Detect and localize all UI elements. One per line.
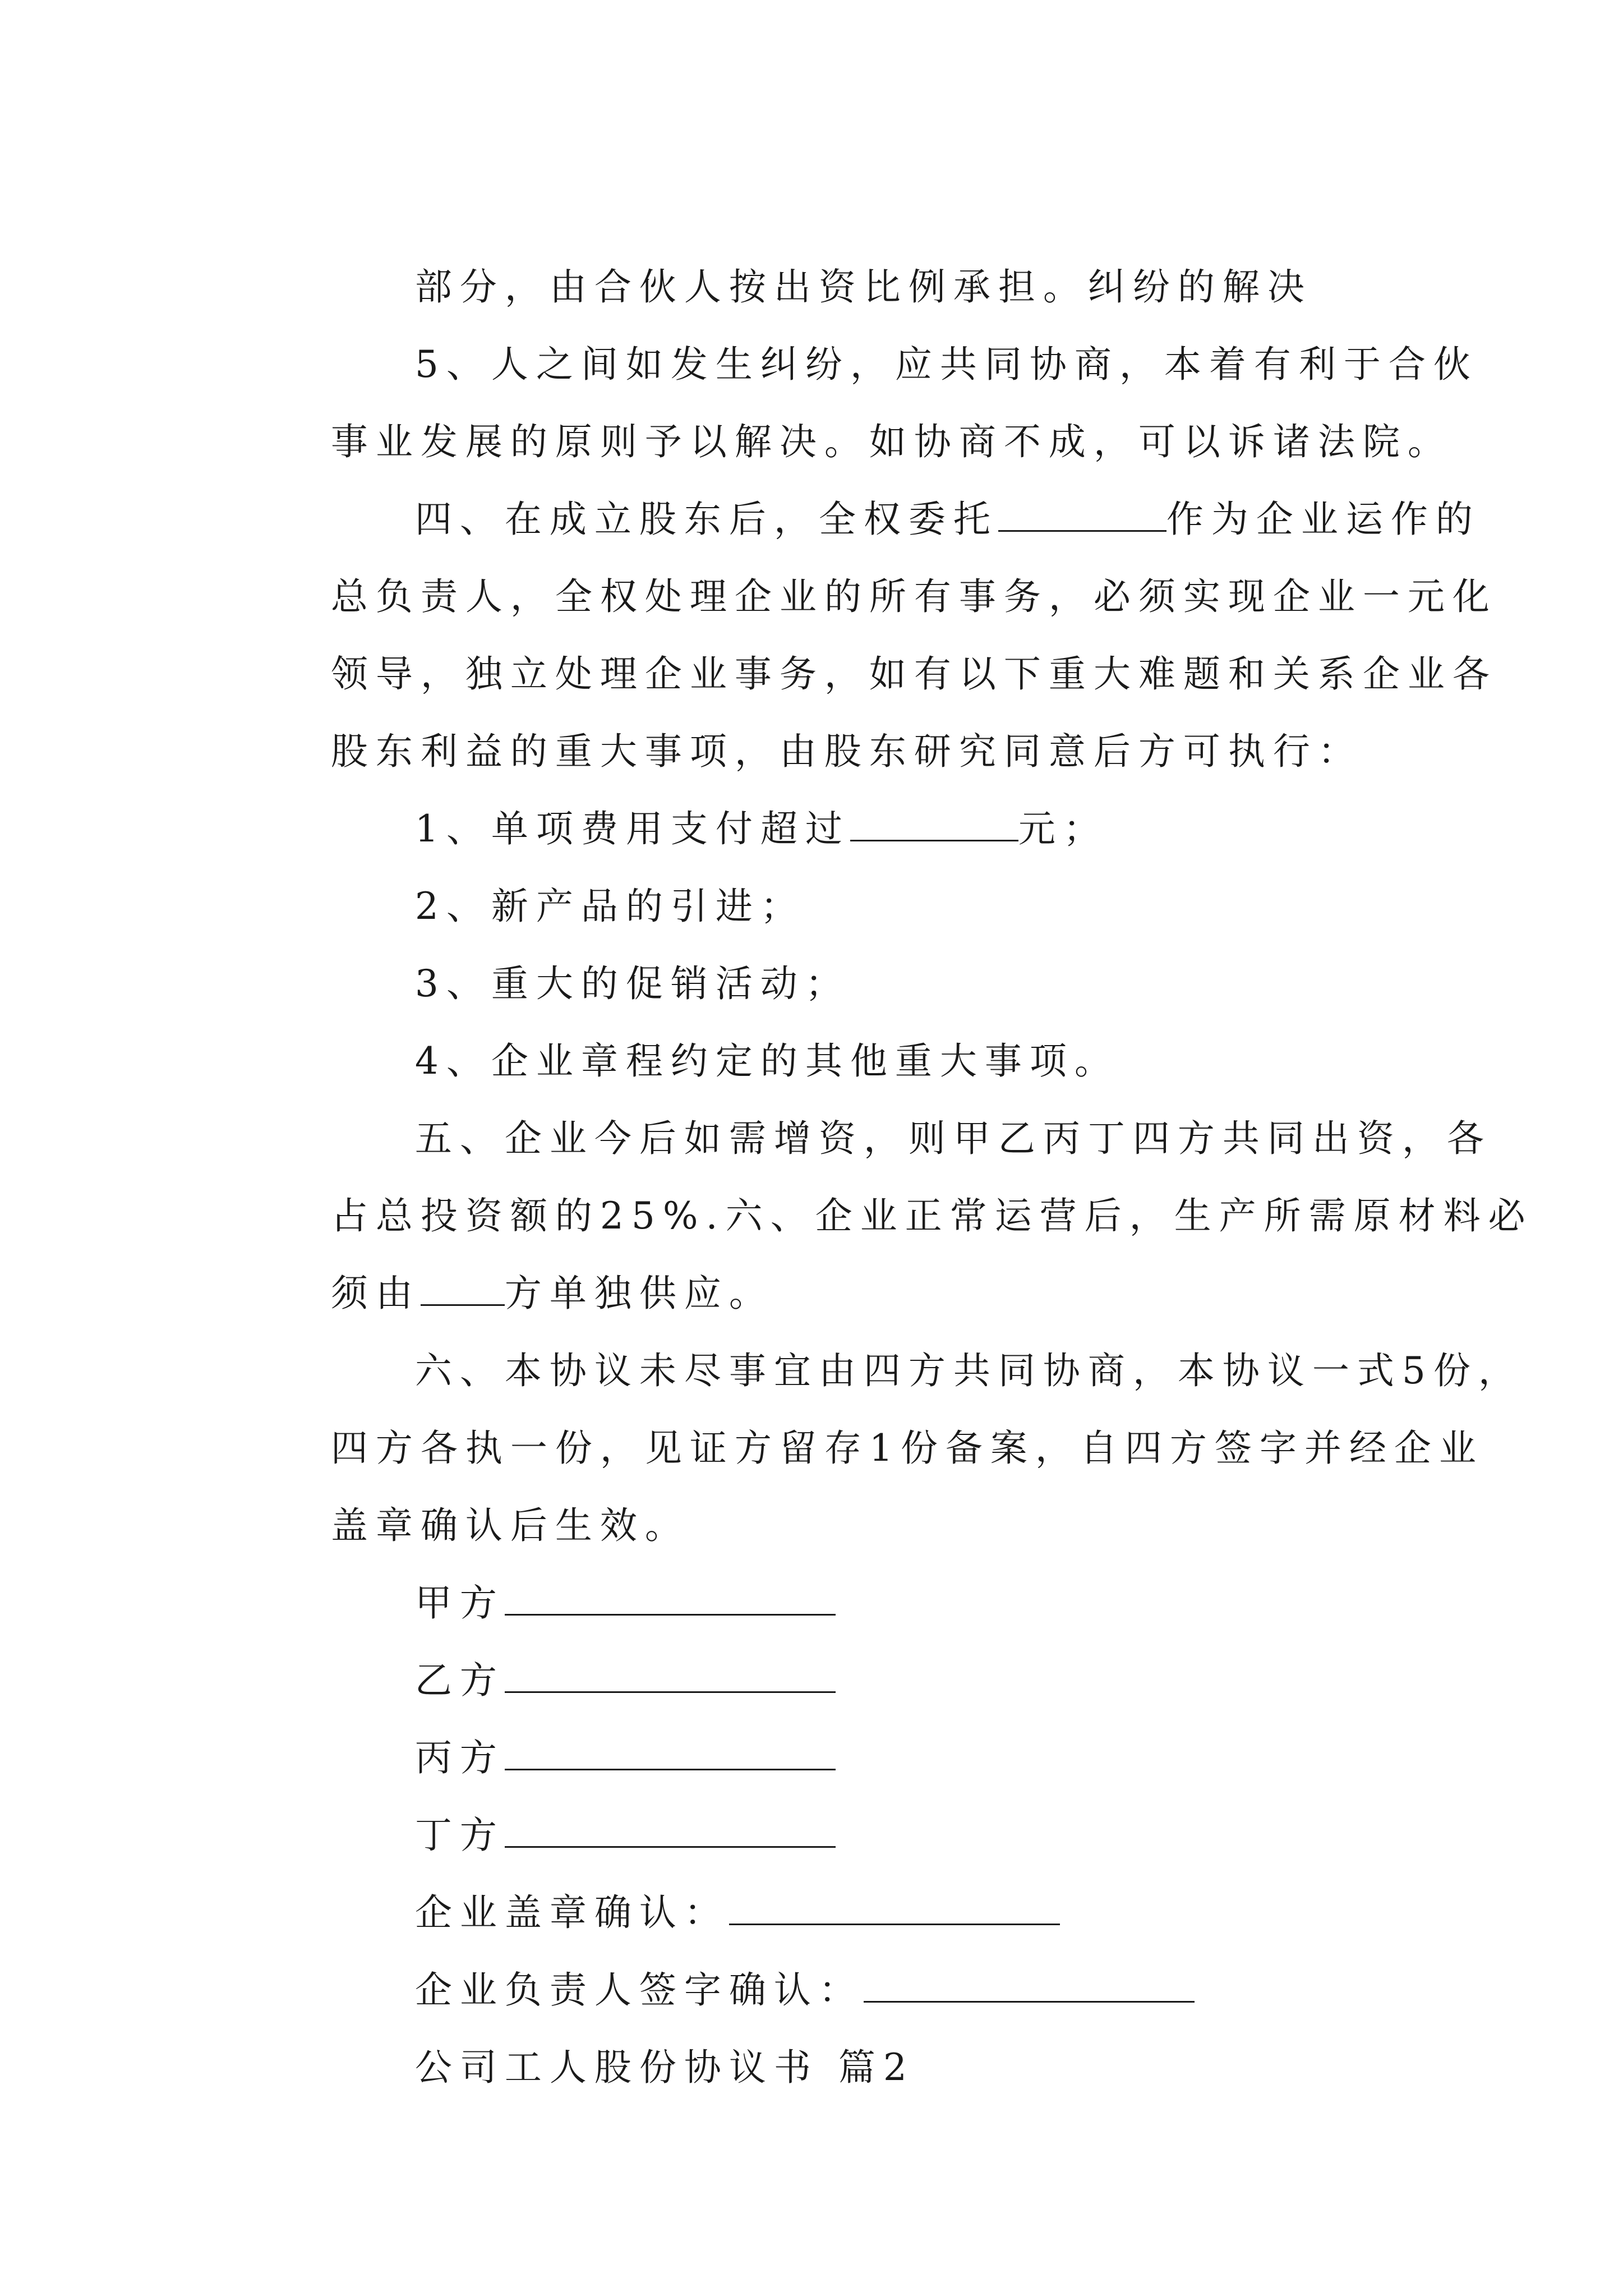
text-span: 盖章确认后生效。 <box>330 1504 690 1547</box>
text-span: 1、单项费用支付超过 <box>414 807 850 850</box>
text-span: 2、新产品的引进； <box>414 885 805 928</box>
signature-party-c <box>336 1691 836 1779</box>
text-span: 部分，由合伙人按出资比例承担。纠纷的解决 <box>414 265 1312 309</box>
text-span: 3、重大的促销活动； <box>414 962 850 1005</box>
signature-line[interactable] <box>505 1659 836 1693</box>
section-title <box>336 2000 915 2089</box>
signature-label: 企业负责人签字确认： <box>414 1968 864 2012</box>
text-span: 领导，独立处理企业事务，如有以下重大难题和关系企业各 <box>330 652 1497 696</box>
paragraph-line <box>336 1304 1523 1392</box>
paragraph-line <box>336 220 1312 309</box>
paragraph-line <box>336 452 1481 541</box>
text-span: 股东利益的重大事项，由股东研究同意后方可执行： <box>330 730 1363 773</box>
paragraph-line <box>252 1149 1533 1237</box>
text-span: 四方各执一份，见证方留存1份备案，自四方签字并经企业 <box>330 1427 1484 1470</box>
list-item <box>336 917 850 1005</box>
signature-line[interactable] <box>505 1581 836 1616</box>
text-span: 方单独供应。 <box>504 1272 774 1315</box>
signature-party-d <box>336 1768 836 1857</box>
text-span: 四、在成立股东后，全权委托 <box>414 498 998 541</box>
list-item <box>336 839 805 928</box>
paragraph-line <box>252 684 1363 773</box>
fill-in-blank[interactable] <box>998 498 1166 532</box>
paragraph-line <box>252 1458 690 1547</box>
fill-in-blank[interactable] <box>850 807 1018 841</box>
text-span: 4、企业章程约定的其他重大事项。 <box>414 1039 1119 1083</box>
section-title-text: 公司工人股份协议书 篇2 <box>414 2046 915 2089</box>
paragraph-line <box>252 1381 1484 1470</box>
seal-line[interactable] <box>729 1891 1060 1925</box>
fill-in-blank[interactable] <box>421 1272 505 1306</box>
paragraph-line <box>252 530 1497 618</box>
text-span: 须由 <box>330 1272 421 1315</box>
company-head-confirmation <box>336 1923 1195 2012</box>
signature-label: 丁方 <box>414 1814 505 1857</box>
paragraph-line <box>336 297 1478 386</box>
signature-label: 乙方 <box>414 1659 505 1702</box>
signature-party-b <box>336 1613 836 1702</box>
signature-line[interactable] <box>864 1968 1195 2003</box>
text-span: 作为企业运作的 <box>1166 498 1481 541</box>
signature-label: 丙方 <box>414 1736 505 1779</box>
paragraph-line <box>252 607 1497 696</box>
company-seal-confirmation <box>336 1846 1060 1934</box>
signature-party-a <box>336 1536 836 1625</box>
list-item <box>336 762 1108 850</box>
text-span: 六、本协议未尽事宜由四方共同协商，本协议一式5份， <box>414 1349 1523 1392</box>
text-span: 5、人之间如发生纠纷，应共同协商，本着有利于合伙 <box>414 343 1478 386</box>
text-span: 五、企业今后如需增资，则甲乙丙丁四方共同出资，各 <box>414 1117 1492 1160</box>
paragraph-line <box>252 375 1453 463</box>
signature-line[interactable] <box>505 1814 836 1848</box>
text-span: 总负责人，全权处理企业的所有事务，必须实现企业一元化 <box>330 575 1497 618</box>
text-span: 占总投资额的25%.六、企业正常运营后，生产所需原材料必 <box>330 1194 1533 1237</box>
signature-label: 甲方 <box>414 1581 505 1625</box>
signature-line[interactable] <box>505 1736 836 1770</box>
signature-label: 企业盖章确认： <box>414 1891 729 1934</box>
text-span: 事业发展的原则予以解决。如协商不成，可以诉诸法院。 <box>330 420 1453 463</box>
list-item <box>336 994 1119 1083</box>
text-span: 元； <box>1018 807 1108 850</box>
paragraph-line <box>252 1226 774 1315</box>
paragraph-line <box>336 1071 1492 1160</box>
